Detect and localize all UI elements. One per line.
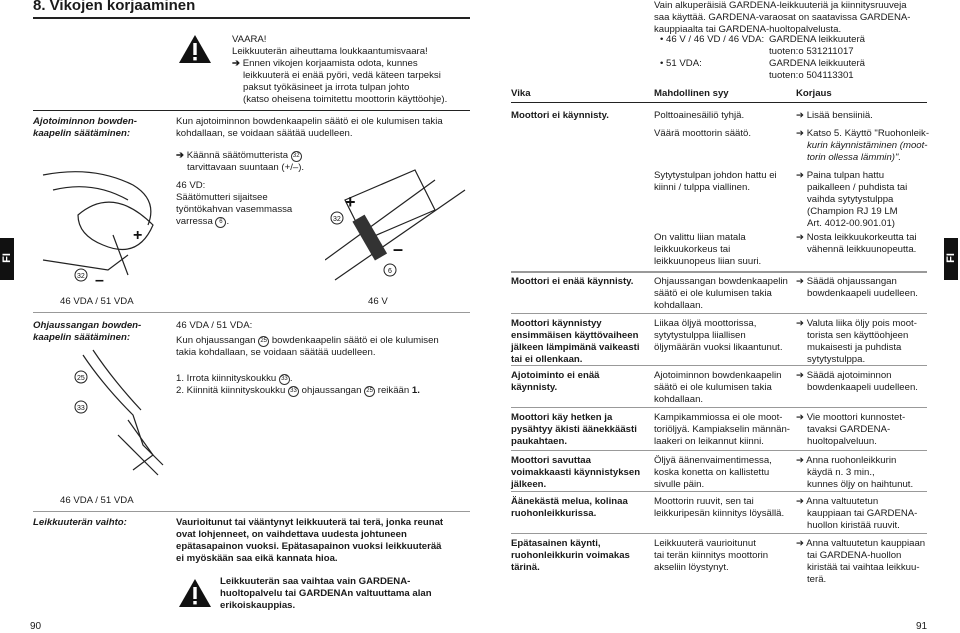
text-line: Säätömutteri sijaitsee [176, 192, 268, 203]
cell-korjaus [796, 370, 931, 394]
cell-line: Ajotoiminto ei enää [511, 370, 600, 381]
cell-line: torin ollessa lämmin)". [807, 152, 902, 163]
cell-korjaus [796, 170, 931, 230]
cell-line: kurin käynnistäminen (moot- [807, 140, 928, 151]
ref-number: 32 [291, 151, 302, 162]
header-korjaus: Korjaus [796, 88, 832, 99]
cell-line: Liikaa öljyä moottorissa, [654, 318, 757, 329]
cell-line: Ohjaussangan bowdenkaapelin [654, 276, 788, 287]
cell-line: käynnisty. [511, 382, 558, 393]
cell-line: ➔ Säädä ohjaussangan [796, 276, 897, 287]
divider [33, 511, 470, 512]
cell-korjaus [796, 455, 931, 491]
cell-line: ensimmäisen käyttövaiheen [511, 330, 639, 341]
page-number: 90 [30, 621, 42, 632]
label-line: Ajotoiminnon bowden- [33, 116, 137, 127]
text-line: epätasapainon vuoksi. Epätasapainon vuoksi leikkuuterää [176, 541, 442, 552]
text: reikään [377, 385, 410, 396]
step [176, 385, 466, 397]
text-line: tarvittavaan suuntaan (+/–). [187, 162, 305, 173]
text-line: erikoiskauppias. [220, 600, 296, 611]
section-label: Leikkuuterän vaihto: [33, 517, 127, 528]
cell-line: Kampikammiossa ei ole moot- [654, 412, 783, 423]
cable-figure [33, 345, 173, 495]
cell-line: leikkuunopeus liian suuri. [654, 256, 762, 267]
product-info [769, 58, 865, 82]
cell-line: öljymäärän vuoksi likaantunut. [654, 342, 783, 353]
section-text [176, 517, 466, 565]
cell-line: (Champion RJ 19 LM [807, 206, 898, 217]
text-line: GARDENA leikkuuterä [769, 34, 865, 45]
intro-text [654, 0, 914, 36]
cell-line: Moottorin ruuvit, sen tai [654, 496, 754, 507]
cell-line: paukahtaen. [511, 436, 567, 447]
text: 1. [411, 385, 420, 396]
cell-line: Moottori käy hetken ja [511, 412, 613, 423]
table-header-rule [511, 102, 927, 103]
cell-korjaus [796, 318, 931, 366]
label-line: kaapelin säätäminen: [33, 332, 131, 343]
row-divider [511, 272, 927, 273]
cell-line: ➔ Anna ruohonleikkurin [796, 455, 897, 466]
cell-syy [654, 455, 792, 491]
cell-line: sytytystulppa. [807, 354, 866, 365]
cell-line: Polttoainesäiliö tyhjä. [654, 110, 745, 121]
model-bullet: • 51 VDA: [660, 58, 702, 69]
cell-line: Moottori käynnistyy [511, 318, 602, 329]
cell-line: Ajotoiminnon bowdenkaapelin [654, 370, 782, 381]
model-label: 46 VDA / 51 VDA: [176, 320, 253, 331]
cell-syy [654, 232, 792, 268]
cell-vika [511, 455, 646, 491]
cell-line: Moottori ei käynnisty. [511, 110, 609, 121]
ref-number: 25 [77, 375, 85, 382]
cell-vika [511, 110, 646, 122]
text-line: Leikkuuterän saa vaihtaa vain GARDENA- [220, 576, 411, 587]
cell-korjaus [796, 538, 931, 586]
step: 1. Irrota kiinnityskoukku 33 . [176, 373, 293, 384]
cell-syy [654, 370, 792, 406]
cell-line: ➔ Paina tulpan hattu [796, 170, 885, 181]
title-rule [33, 17, 470, 19]
cell-line: kohdallaan. [654, 394, 704, 405]
cell-line: säätö ei ole kulumisen takia [654, 288, 772, 299]
text: 2. Kiinnitä kiinnityskoukku [176, 385, 286, 396]
product-info [769, 34, 865, 58]
cell-vika [511, 370, 646, 394]
cell-line: ➔ Lisää bensiiniä. [796, 110, 873, 121]
figure-caption: 46 VDA / 51 VDA [60, 495, 134, 506]
text-line [176, 335, 466, 347]
warning-icon [178, 578, 212, 613]
ref-number: 6 [215, 217, 226, 228]
cell-line: ruohonleikkurin voimakas [511, 550, 630, 561]
text-line: Kun ajotoiminnon bowdenkaapelin säätö ei ole kulumisen takia [176, 116, 443, 127]
cell-line: Leikkuuterä vaurioitunut [654, 538, 756, 549]
cell-line: tai ei ollenkaan. [511, 354, 583, 365]
svg-text:–: – [393, 239, 404, 259]
divider [33, 110, 470, 111]
cell-line: vaihda sytytystulppa [807, 194, 894, 205]
warning-line: Leikkuuterän aiheuttama loukkaantumisvaara! [232, 46, 428, 57]
cell-line: mukaisesti ja puhdista [807, 342, 902, 353]
cell-line: kiristää tai vaihtaa leikkuu- [807, 562, 920, 573]
cell-line: Väärä moottorin säätö. [654, 128, 752, 139]
text-line: kohdallaan, se voidaan säätää uudelleen. [176, 128, 353, 139]
cell-line: säätö ei ole kulumisen takia [654, 382, 772, 393]
cell-korjaus [796, 110, 931, 122]
text: ohjaussangan [301, 385, 362, 396]
section-label [33, 116, 137, 140]
cell-syy [654, 276, 792, 312]
cell-korjaus [796, 232, 931, 256]
text-line: varressa 6 . [176, 216, 230, 227]
cell-vika [511, 276, 646, 288]
cell-line: jälkeen. [511, 479, 547, 490]
cell-line: sytytystulppa liiallisen [654, 330, 746, 341]
cell-line: kunnes öljy on haihtunut. [807, 479, 914, 490]
cell-line: tai terän kiinnitys moottorin [654, 550, 769, 561]
warning-title: VAARA! [232, 34, 267, 45]
text: bowdenkaapelin säätö ei ole kulumisen [271, 335, 439, 346]
svg-text:–: – [95, 272, 104, 289]
language-tab: FI [0, 238, 14, 280]
cell-line: kauppiaan tai GARDENA- [807, 508, 918, 519]
label-line: Ohjaussangan bowden- [33, 320, 142, 331]
cell-syy [654, 318, 792, 354]
section-label [33, 320, 141, 344]
cell-line: käydä n. 3 min., [807, 467, 875, 478]
text-line: saa käyttää. GARDENA-varaosat on saatavissa GARDENA- [654, 12, 911, 23]
divider [33, 312, 470, 313]
ref-number: 32 [77, 273, 85, 280]
ref-number: 33 [279, 374, 290, 385]
cell-vika [511, 412, 646, 448]
cell-line: ➔ Katso 5. Käyttö "Ruohonleik- [796, 128, 930, 139]
row-divider [511, 365, 927, 366]
cell-line: ➔ Anna valtuutetun [796, 496, 879, 507]
cell-line: ➔ Vie moottori kunnostet- [796, 412, 906, 423]
cell-syy [654, 110, 792, 122]
cell-line: Moottori savuttaa [511, 455, 591, 466]
cell-vika [511, 538, 646, 574]
figure-caption: 46 VDA / 51 VDA [60, 296, 134, 307]
cell-line: koska konetta on kallistettu [654, 467, 770, 478]
cell-vika [511, 318, 646, 366]
text: 1. Irrota kiinnityskoukku [176, 373, 277, 384]
header-vika: Vika [511, 88, 531, 99]
cell-line: kohdallaan. [654, 300, 704, 311]
cell-line: paikalleen / puhdista tai [807, 182, 908, 193]
ref-number: 33 [77, 405, 85, 412]
page-title: 8. Vikojen korjaaminen [33, 0, 196, 14]
cell-line: sivulle päin. [654, 479, 705, 490]
cell-line: leikkuripesän kiinnitys löysällä. [654, 508, 785, 519]
cell-line: kiinni / tulppa viallinen. [654, 182, 750, 193]
cell-korjaus [796, 496, 931, 532]
warning-line: (katso oheisena toimitettu moottorin käyttöohje). [243, 94, 448, 105]
model-label: 46 VD: [176, 180, 206, 191]
text: Käännä säätömutterista [186, 150, 289, 161]
cell-korjaus [796, 128, 931, 164]
arrow-icon: ➔ [232, 58, 241, 69]
cell-line: Moottori ei enää käynnisty. [511, 276, 634, 287]
ref-number: 33 [288, 386, 299, 397]
cell-line: ➔ Valuta liika öljy pois moot- [796, 318, 917, 329]
cell-line: huollon kiristää ruuvit. [807, 520, 900, 531]
section-text [176, 320, 466, 397]
cell-line: ➔ Nosta leikkuukorkeutta tai [796, 232, 917, 243]
cell-vika [511, 496, 646, 520]
text-line: Vaurioitunut tai vääntynyt leikkuuterä tai terä, jonka reunat [176, 517, 444, 528]
text-line: tuoten:o 504113301 [769, 70, 854, 81]
ref-number: 32 [333, 216, 341, 223]
cell-line: terä. [807, 574, 827, 585]
cell-line: pysähtyy äkisti äänekkäästi [511, 424, 637, 435]
ref-number: 25 [258, 336, 269, 347]
row-divider [511, 491, 927, 492]
model-bullet: • 46 V / 46 VD / 46 VDA: [660, 34, 765, 45]
handle-figure [33, 165, 173, 295]
svg-text:+: + [345, 192, 356, 212]
text-line: GARDENA leikkuuterä [769, 58, 865, 69]
text-line: työntökahvan vasemmassa [176, 204, 293, 215]
text-line: huoltopalvelu tai GARDENAn valtuuttama alan [220, 588, 432, 599]
text-line: ei myöskään saa eikä kannata hioa. [176, 553, 338, 564]
arrow-icon: ➔ [176, 150, 185, 161]
ref-number: 6 [388, 268, 392, 275]
cell-line: ➔ Säädä ajotoiminnon [796, 370, 892, 381]
text: varressa [176, 216, 213, 227]
cell-line: ruohonleikkurissa. [511, 508, 597, 519]
lever-figure [325, 160, 470, 300]
cell-line: bowdenkaapeli uudelleen. [807, 288, 918, 299]
cell-syy [654, 412, 792, 448]
ref-number: 25 [364, 386, 375, 397]
text: Kun ohjaussangan [176, 335, 256, 346]
warning-icon [178, 34, 212, 69]
cell-line: Öljyä äänenvaimentimessa, [654, 455, 772, 466]
cell-line: Äänekästä melua, kolinaa [511, 496, 628, 507]
cell-line: tai GARDENA-huollon [807, 550, 902, 561]
cell-syy [654, 538, 792, 574]
cell-korjaus [796, 412, 931, 448]
text-line: kauppiaalta tai GARDENA-huoltopalvelusta. [654, 24, 842, 35]
text-line: takia kohdallaan, se voidaan säätää uudelleen. [176, 347, 376, 358]
cell-korjaus [796, 276, 931, 300]
cell-line: akseliin löystynyt. [654, 562, 729, 573]
cell-line: voimakkaasti käynnistyksen [511, 467, 641, 478]
warning-block [220, 576, 432, 612]
language-tab: FI [944, 238, 958, 280]
cell-syy [654, 128, 792, 140]
header-syy: Mahdollinen syy [654, 88, 729, 99]
label-line: kaapelin säätäminen: [33, 128, 131, 139]
warning-text: Ennen vikojen korjaamista odota, kunnes [242, 58, 418, 69]
warning-line: leikkuuterä ei enää pyöri, vedä käteen tarpeksi [243, 70, 441, 81]
cell-line: vähennä leikkuunopeutta. [807, 244, 917, 255]
cell-line: tärinä. [511, 562, 540, 573]
cell-line: tavaksi GARDENA- [807, 424, 891, 435]
cell-line: bowdenkaapeli uudelleen. [807, 382, 918, 393]
row-divider [511, 450, 927, 451]
cell-line: On valittu liian matala [654, 232, 746, 243]
cell-line: toriöljyä. Kampiakselin männän- [654, 424, 790, 435]
warning-line: paksut työkäsineet ja irrota tulpan johto [243, 82, 410, 93]
figure-caption: 46 V [368, 296, 388, 307]
cell-line: Epätasainen käynti, [511, 538, 601, 549]
cell-syy [654, 496, 792, 520]
cell-line: Sytytystulpan johdon hattu ei [654, 170, 777, 181]
cell-line: jälkeen lämpimänä vaikeasti [511, 342, 640, 353]
cell-line: laakeri on leikannut kiinni. [654, 436, 764, 447]
page-number: 91 [916, 621, 928, 632]
row-divider [511, 313, 927, 314]
text-line: Vain alkuperäisiä GARDENA-leikkuuteriä ja kiinnitysruuveja [654, 0, 907, 11]
warning-block [232, 34, 447, 106]
row-divider [511, 533, 927, 534]
cell-line: leikkuukorkeus tai [654, 244, 731, 255]
cell-line: ➔ Anna valtuutetun kauppiaan [796, 538, 926, 549]
cell-line: Art. 4012-00.901.01) [807, 218, 896, 229]
warning-line [232, 58, 447, 70]
cell-line: torista sen käyttöohjeen [807, 330, 909, 341]
text-line: tuoten:o 531211017 [769, 46, 854, 57]
cell-line: huoltopalveluun. [807, 436, 877, 447]
cell-syy [654, 170, 792, 194]
row-divider [511, 407, 927, 408]
svg-text:+: + [133, 227, 143, 244]
text-line: ovat lohjenneet, on vaihdettava uudesta johtuneen [176, 529, 407, 540]
